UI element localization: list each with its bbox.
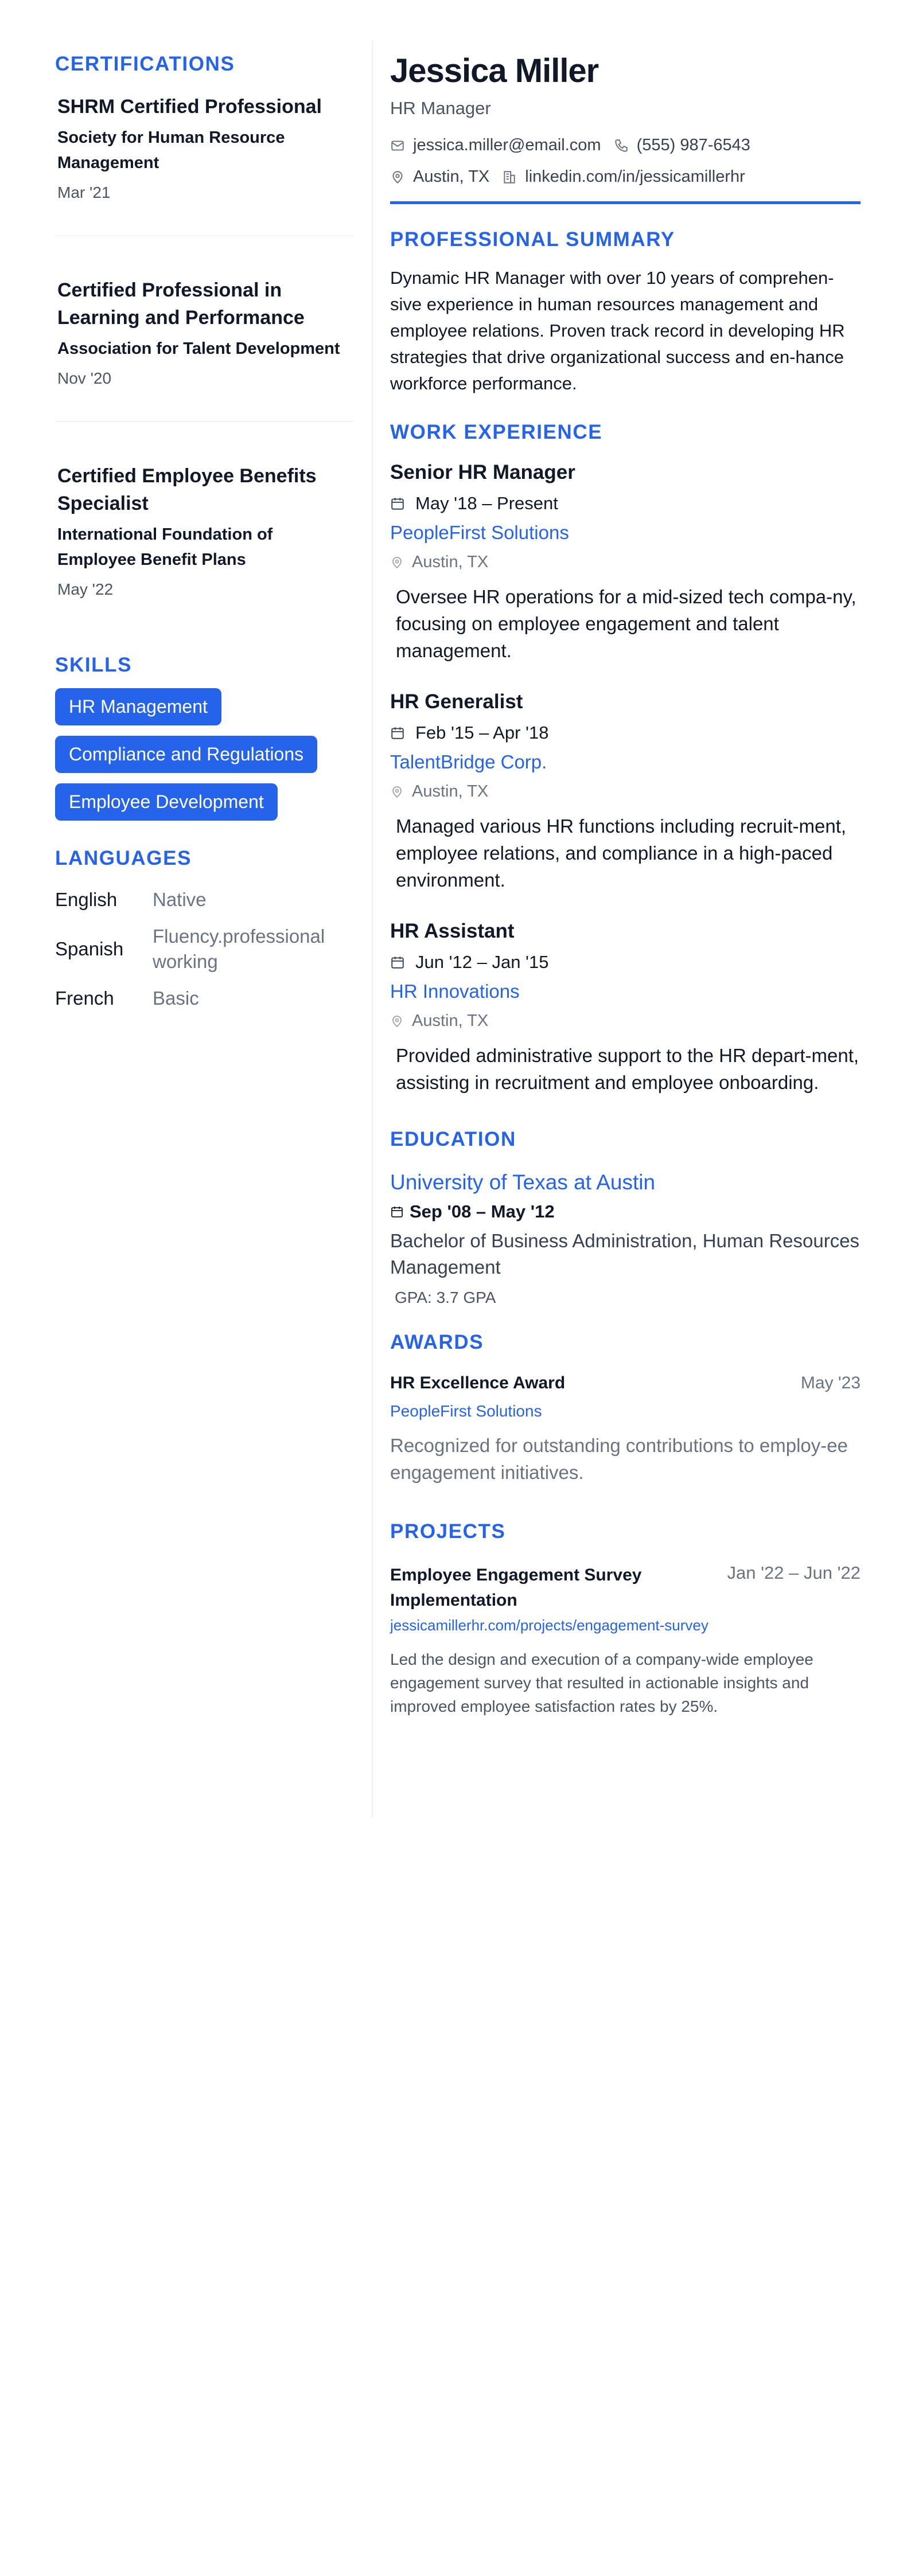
job-description: Provided administrative support to the HR depart-ment, assisting in recruitment and employee onboarding. (396, 1045, 859, 1093)
language-row (55, 986, 353, 1011)
calendar-icon (390, 496, 405, 511)
certification-item (55, 462, 353, 599)
mail-icon (390, 138, 405, 153)
education-gpa: GPA: 3.7 GPA (395, 1289, 496, 1306)
contact-linkedin[interactable] (502, 167, 745, 186)
project-dates: Jan '22 – Jun '22 (727, 1563, 861, 1583)
phone-text: (555) 987-6543 (636, 136, 750, 154)
job-dates-text: May '18 – Present (415, 493, 558, 513)
job-location-text: Austin, TX (412, 1012, 489, 1030)
divider (55, 421, 353, 422)
language-level: Basic (153, 988, 199, 1009)
job-role: Senior HR Manager (390, 461, 575, 483)
phone-icon (614, 138, 629, 153)
summary-section (390, 228, 861, 397)
language-row (55, 887, 353, 912)
award-item (390, 1373, 861, 1393)
job-company: PeopleFirst Solutions (390, 522, 569, 543)
certification-date: Mar '21 (57, 184, 111, 201)
language-name: Spanish (55, 938, 124, 959)
job-location-text: Austin, TX (412, 553, 489, 571)
contact-location (390, 167, 489, 186)
job-location (390, 1012, 861, 1031)
education-section (390, 1128, 861, 1307)
job-description: Managed various HR functions including recruit-ment, employee relations, and compliance in a high-paced environment. (396, 815, 847, 891)
languages-heading: LANGUAGES (55, 847, 192, 869)
job-company: HR Innovations (390, 981, 520, 1002)
left-column (55, 53, 353, 1011)
header-rule (390, 201, 861, 204)
language-row (55, 924, 353, 974)
certification-name: Certified Employee Benefits Specialist (57, 465, 317, 514)
job-dates (390, 723, 861, 743)
job-dates (390, 952, 861, 973)
project-description: Led the design and execution of a company-wide employee engagement survey that resulted in actionable insights and improved employee satisfaction rates by 25%. (390, 1650, 813, 1715)
contact-info (390, 136, 861, 186)
awards-heading: AWARDS (390, 1331, 484, 1353)
language-name: French (55, 988, 114, 1009)
job-item (390, 690, 861, 893)
education-dates-text: Sep '08 – May '12 (410, 1201, 555, 1221)
skill-tag: HR Management (55, 688, 221, 725)
map-pin-icon (390, 1014, 404, 1028)
job-dates-text: Feb '15 – Apr '18 (415, 723, 549, 743)
email-text: jessica.miller@email.com (413, 136, 601, 154)
job-location-text: Austin, TX (412, 782, 489, 801)
divider (55, 235, 353, 236)
skills-heading: SKILLS (55, 654, 133, 676)
calendar-icon (390, 955, 405, 970)
job-dates-text: Jun '12 – Jan '15 (415, 952, 549, 972)
right-column (390, 52, 861, 1718)
project-link[interactable]: jessicamillerhr.com/projects/engagement-survey (390, 1617, 708, 1634)
map-pin-icon (390, 556, 404, 569)
job-role: HR Generalist (390, 690, 523, 713)
certifications-heading: CERTIFICATIONS (55, 53, 235, 75)
certification-name: SHRM Certified Professional (57, 96, 322, 118)
certification-item (55, 93, 353, 202)
skill-tags (55, 688, 353, 831)
person-title: HR Manager (390, 98, 491, 118)
certification-org: International Foundation of Employee Benefit Plans (57, 525, 273, 569)
job-role: HR Assistant (390, 920, 515, 942)
experience-heading: WORK EXPERIENCE (390, 421, 603, 443)
map-pin-icon (390, 785, 404, 799)
language-level: Fluency.professional working (153, 926, 325, 972)
award-name: HR Excellence Award (390, 1373, 566, 1392)
award-description: Recognized for outstanding contributions to employ-ee engagement initiatives. (390, 1435, 848, 1483)
certification-date: Nov '20 (57, 369, 112, 387)
building-icon (502, 170, 517, 185)
project-name: Employee Engagement Survey Implementation (390, 1566, 642, 1610)
certification-name: Certified Professional in Learning and Performance (57, 279, 305, 329)
contact-phone[interactable] (614, 136, 750, 155)
job-description: Oversee HR operations for a mid-sized tech compa-ny, focusing on employee engagement and talent management. (396, 586, 857, 661)
skill-tag: Employee Development (55, 783, 278, 821)
certification-date: May '22 (57, 580, 114, 598)
projects-heading: PROJECTS (390, 1520, 506, 1543)
job-item (390, 920, 861, 1096)
skills-section (55, 654, 353, 831)
calendar-icon (390, 1205, 404, 1219)
education-degree: Bachelor of Business Administration, Human Resources Management (390, 1230, 860, 1278)
skill-tag: Compliance and Regulations (55, 736, 317, 773)
column-divider (372, 40, 373, 1818)
language-name: English (55, 889, 118, 910)
education-school: University of Texas at Austin (390, 1170, 656, 1194)
language-level: Native (153, 889, 207, 910)
person-name: Jessica Miller (390, 52, 599, 89)
map-pin-icon (390, 170, 405, 185)
location-text: Austin, TX (413, 167, 490, 186)
job-company: TalentBridge Corp. (390, 751, 547, 772)
certification-org: Association for Talent Development (57, 339, 340, 358)
languages-section (55, 847, 353, 1011)
certification-item (55, 276, 353, 388)
experience-section (390, 421, 861, 1096)
education-heading: EDUCATION (390, 1128, 516, 1150)
calendar-icon (390, 725, 405, 740)
award-date: May '23 (800, 1373, 861, 1392)
job-item (390, 461, 861, 664)
contact-email[interactable] (390, 136, 601, 155)
job-location (390, 782, 861, 801)
job-dates (390, 493, 861, 514)
job-location (390, 553, 861, 572)
awards-section (390, 1331, 861, 1486)
education-dates (390, 1201, 861, 1222)
certification-org: Society for Human Resource Management (57, 128, 285, 172)
linkedin-text: linkedin.com/in/jessicamillerhr (525, 167, 745, 186)
award-org: PeopleFirst Solutions (390, 1402, 542, 1420)
summary-text: Dynamic HR Manager with over 10 years of comprehen-sive experience in human resources management and employee relations. Proven track record in developing HR strategies that drive organizational success and en-hance workforce performance. (390, 268, 845, 393)
projects-section (390, 1520, 861, 1718)
project-item (390, 1563, 861, 1613)
summary-heading: PROFESSIONAL SUMMARY (390, 228, 675, 251)
